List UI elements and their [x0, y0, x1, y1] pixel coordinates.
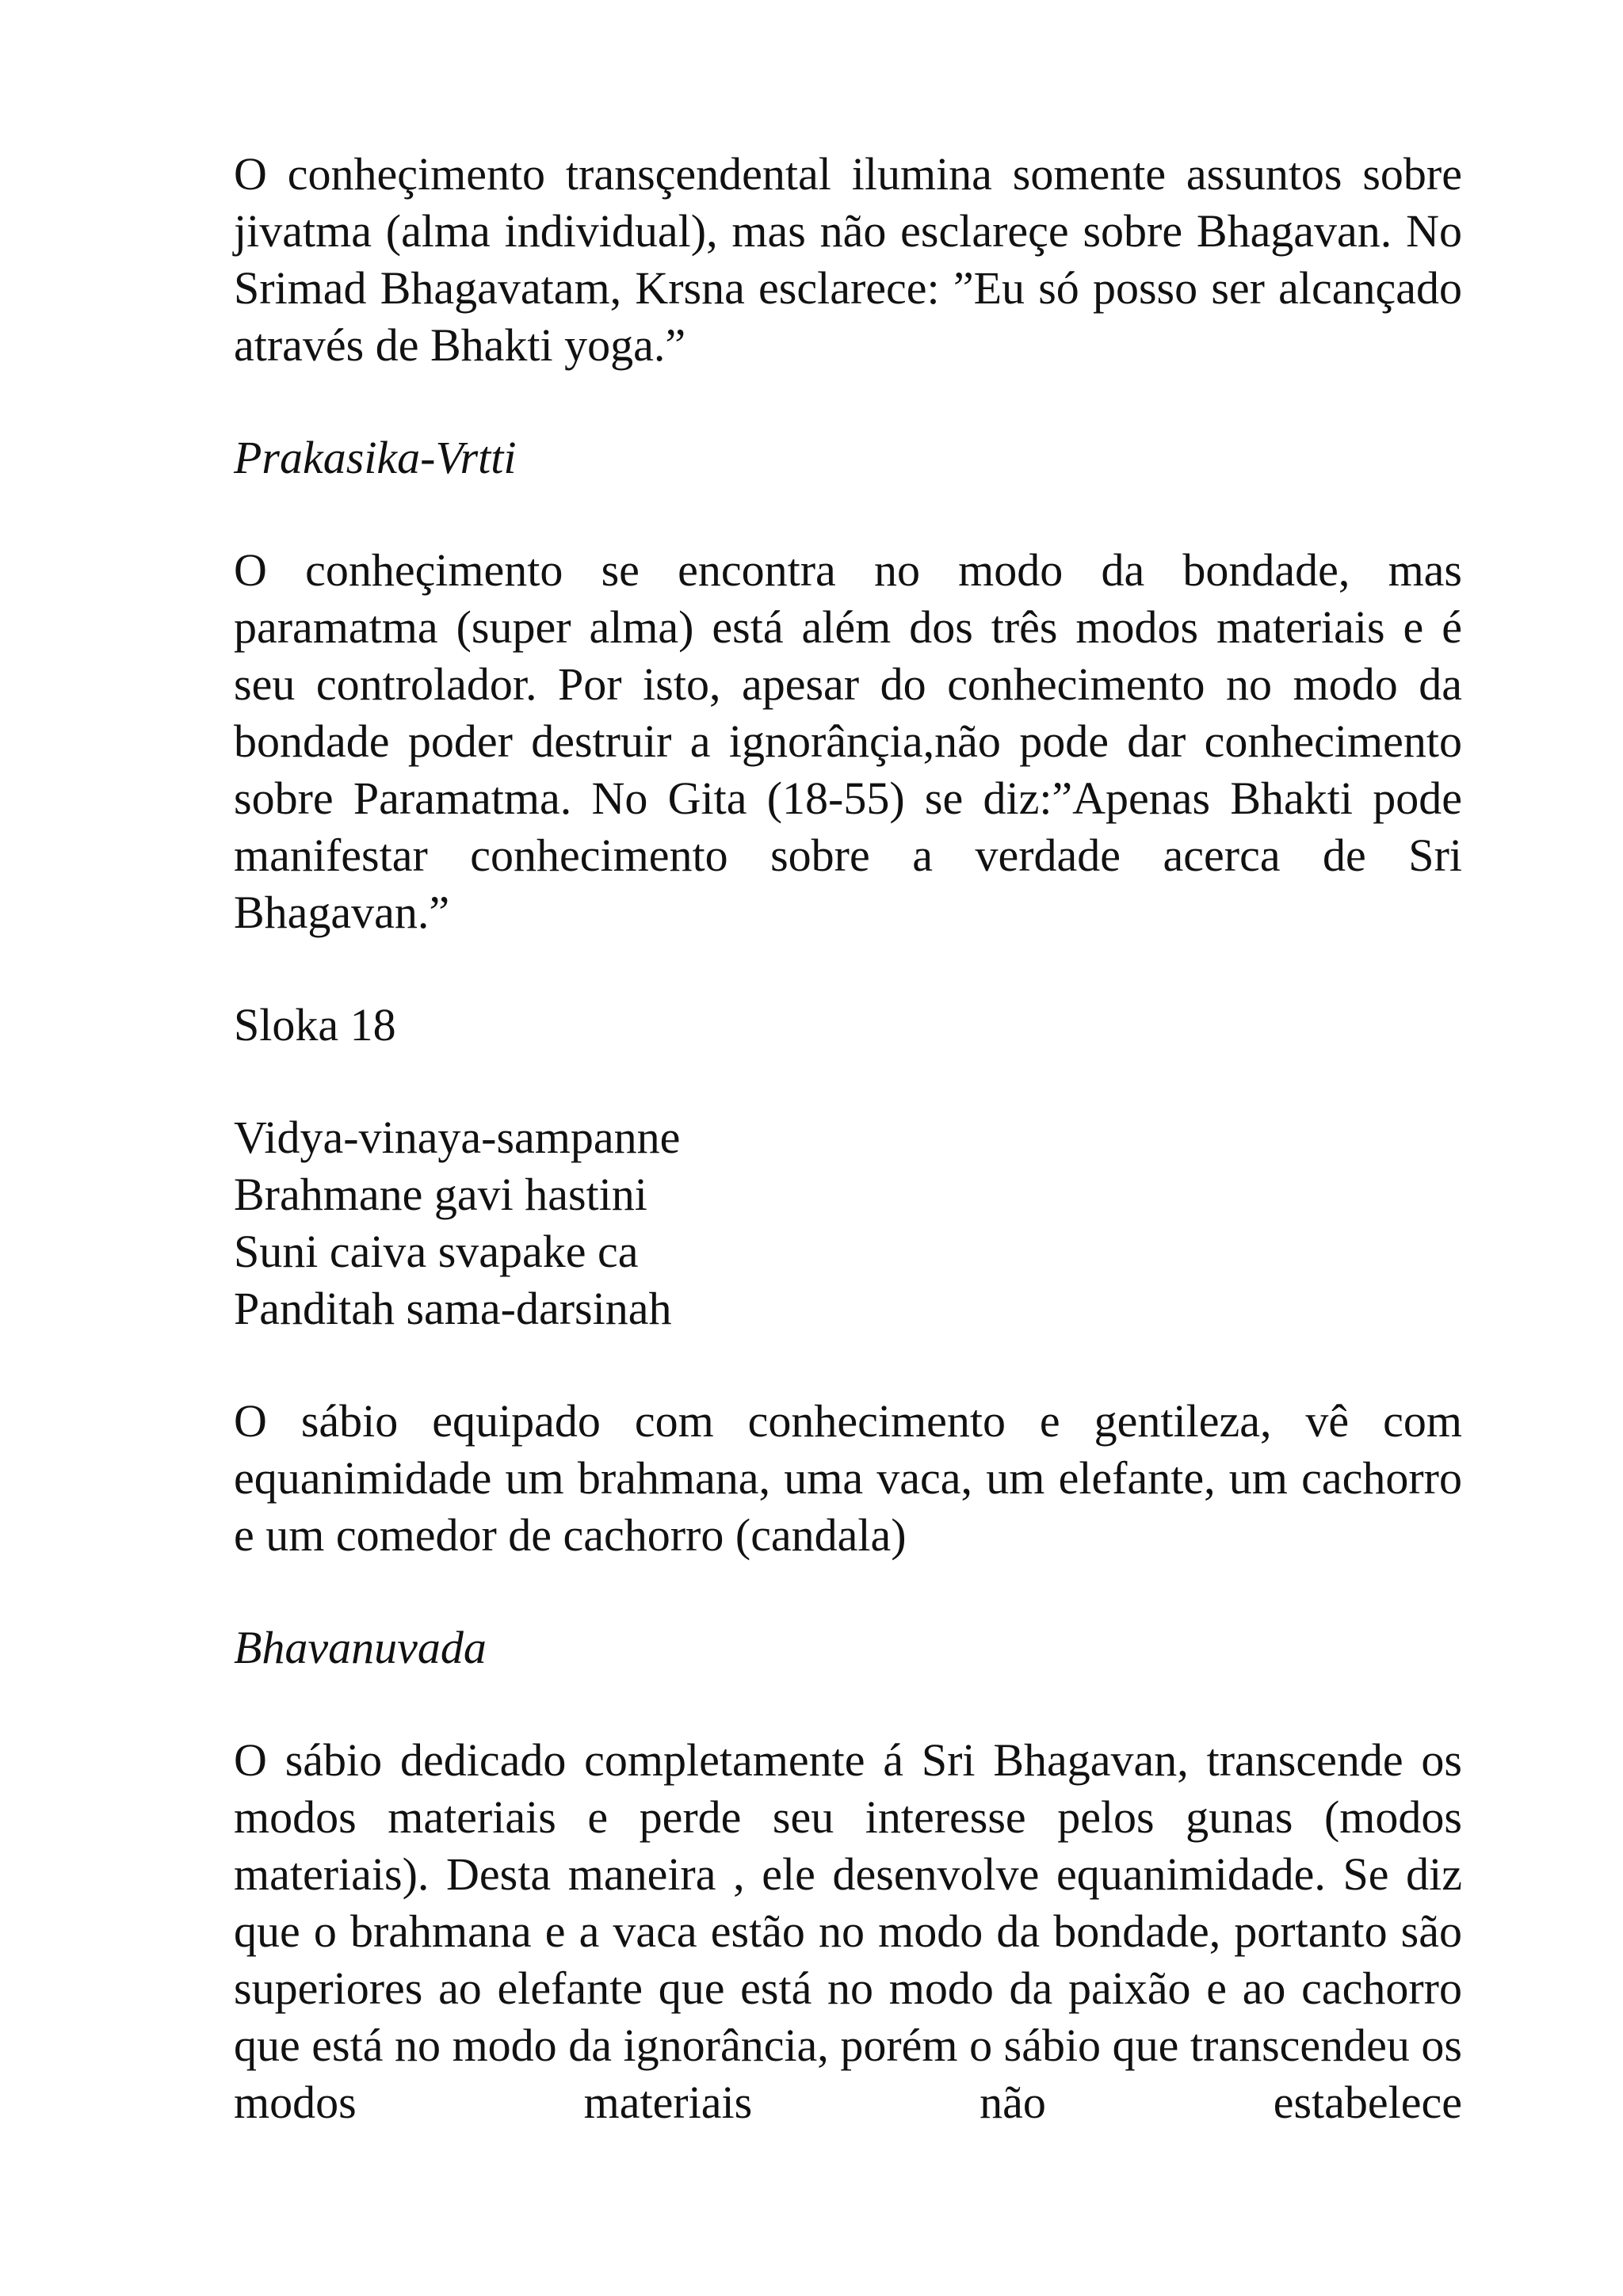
paragraph-translation: O sábio equipado com conhecimento e gentileza, vê com equanimidade um brahmana, uma vaca, um elefante, um cachorro e um comedor de cachorro (candala): [234, 1395, 1462, 1561]
verse-line-3: Suni caiva svapake ca: [234, 1226, 639, 1277]
heading-prakasika-vrtti: Prakasika-Vrtti: [234, 432, 517, 483]
heading-bhavanuvada: Bhavanuvada: [234, 1622, 487, 1673]
verse-line-1: Vidya-vinaya-sampanne: [234, 1112, 681, 1163]
sloka-title: Sloka 18: [234, 999, 396, 1051]
paragraph-bhavanuvada: O sábio dedicado completamente á Sri Bhagavan, transcende os modos materiais e perde seu interesse pelos gunas (modos materiais). Desta maneira , ele desenvolve equanimidade. Se diz que o brahmana e a vaca estão no modo da bondade, portanto são superiores ao elefante que está no modo da paixão e ao cachorro que está no modo da ignorância, porém o sábio que transcendeu os modos materiais não estabelece: [234, 1734, 1462, 2128]
sloka-verse: [234, 1109, 1462, 1337]
verse-line-2: Brahmane gavi hastini: [234, 1169, 647, 1220]
paragraph-commentary: O conheçimento se encontra no modo da bondade, mas paramatma (super alma) está além dos três modos materiais e é seu controlador. Por isto, apesar do conhecimento no modo da bondade poder destruir a ignorânçia,não pode dar conhecimento sobre Paramatma. No Gita (18-55) se diz:”Apenas Bhakti pode manifestar conhecimento sobre a verdade acerca de Sri Bhagavan.”: [234, 544, 1462, 938]
verse-line-4: Panditah sama-darsinah: [234, 1283, 672, 1334]
paragraph-intro: O conheçimento transçendental ilumina somente assuntos sobre jivatma (alma individual), mas não esclareçe sobre Bhagavan. No Srimad Bhagavatam, Krsna esclarece: ”Eu só posso ser alcançado através de Bhakti yoga.”: [234, 148, 1462, 371]
document-body: [234, 146, 1462, 2131]
